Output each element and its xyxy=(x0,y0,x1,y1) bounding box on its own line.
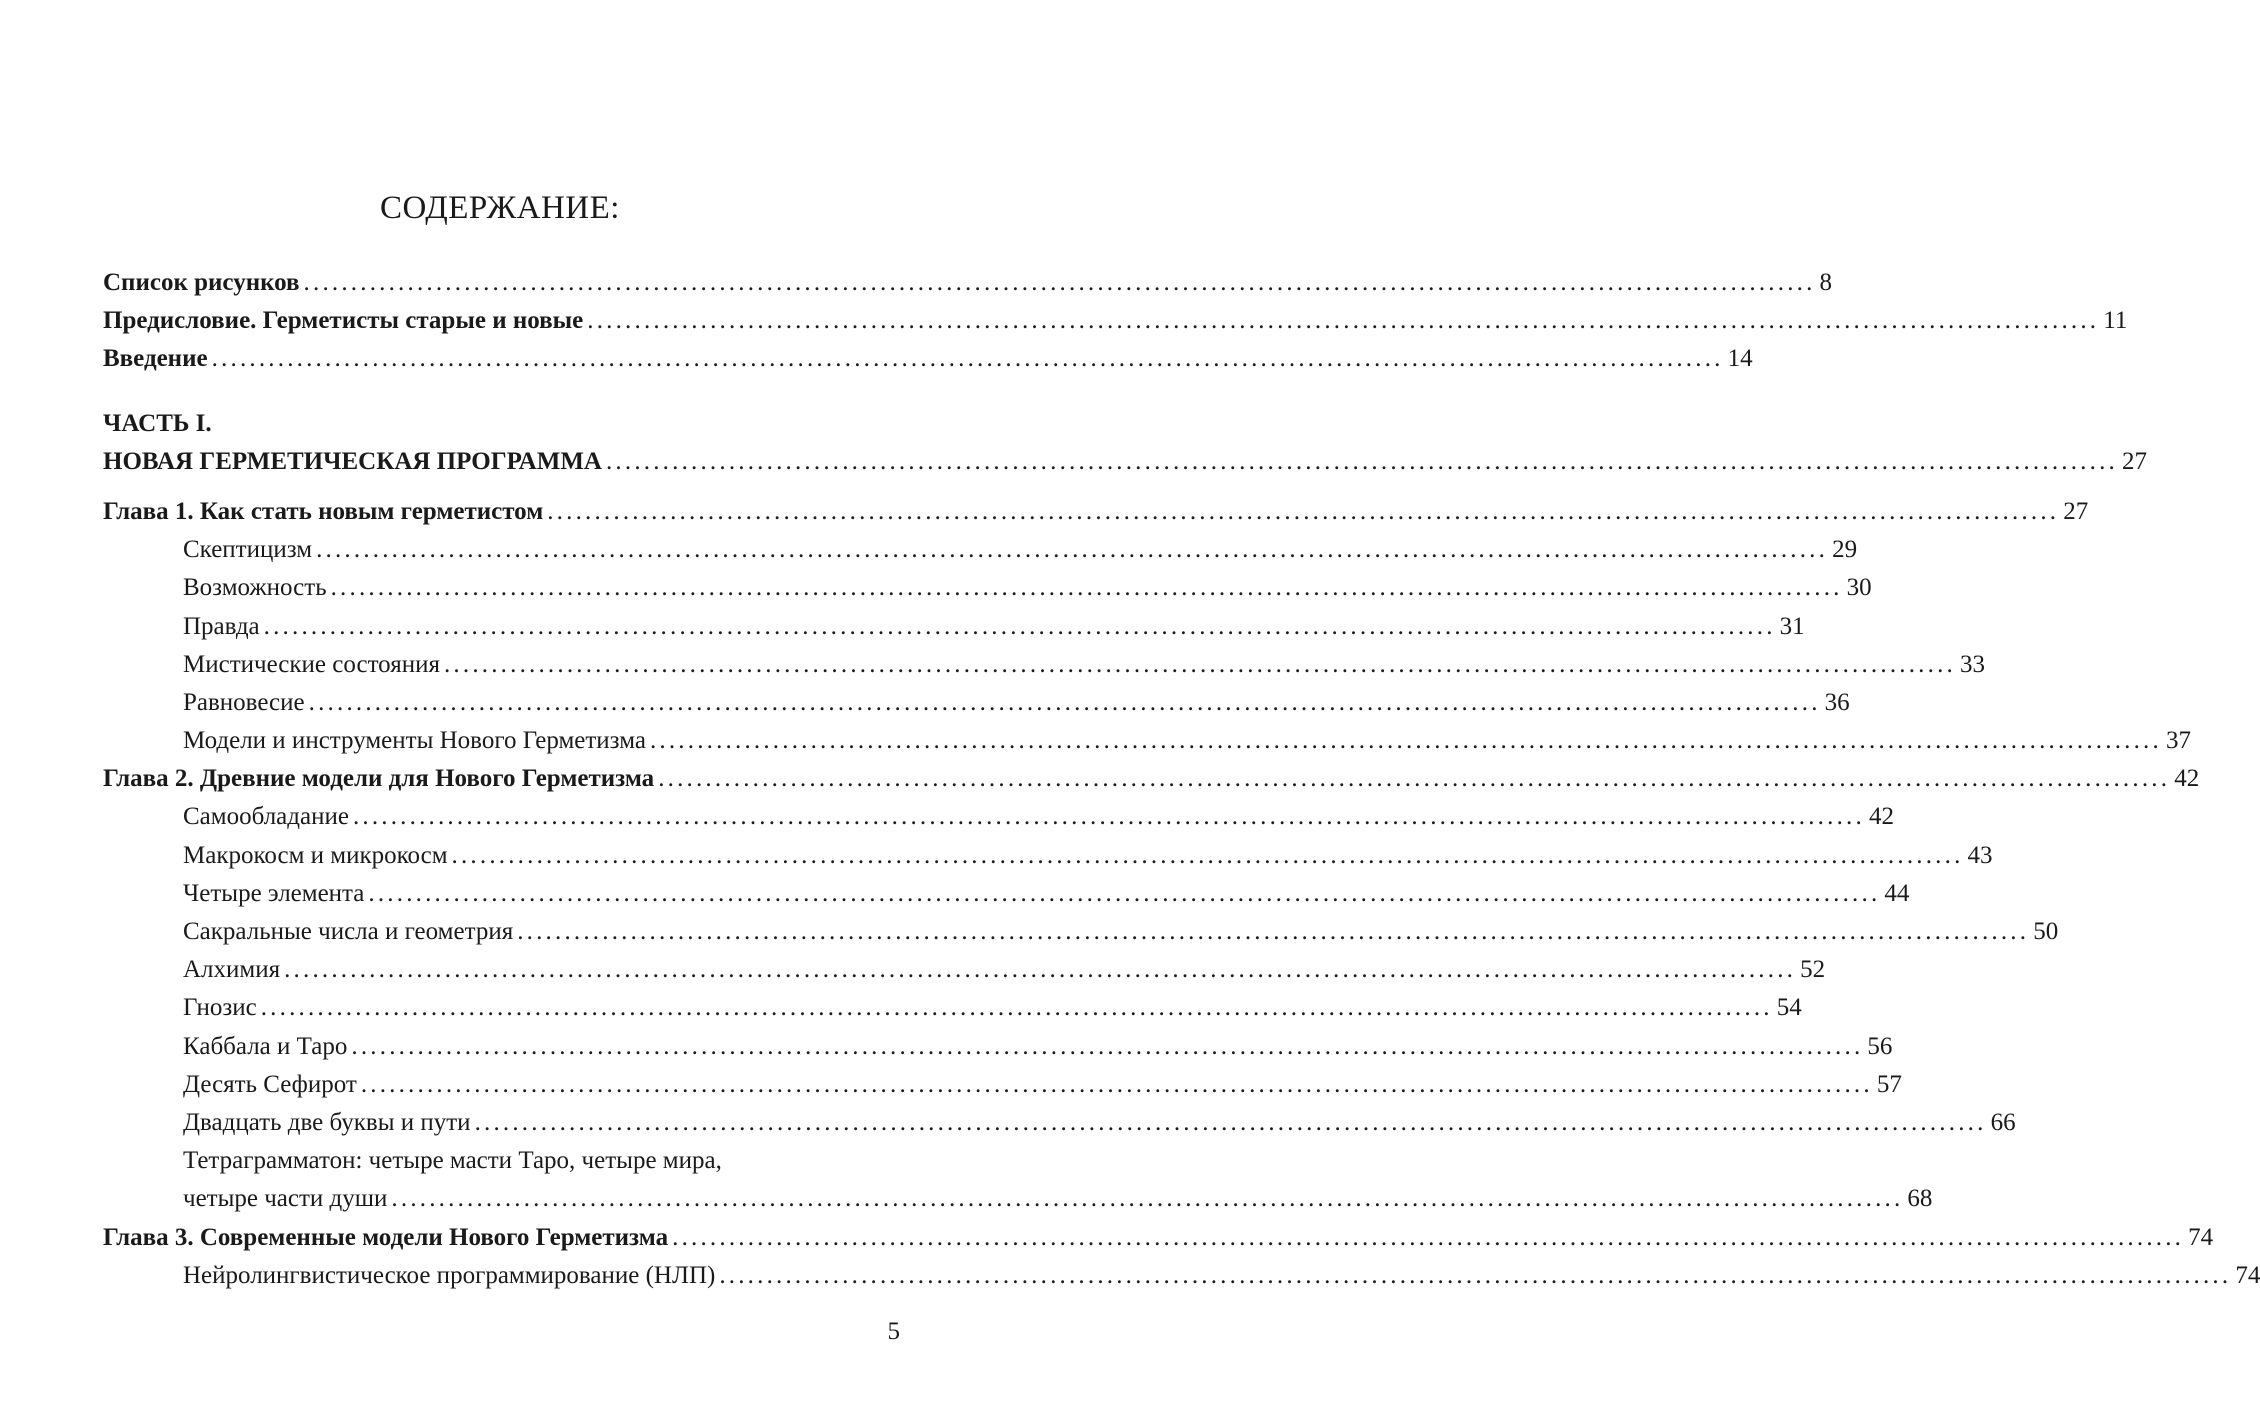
toc-entry-part-1[interactable] xyxy=(103,443,2147,481)
toc-subentry[interactable] xyxy=(103,989,1802,1027)
toc-entry-chapter-2[interactable] xyxy=(103,760,2200,798)
toc-entry-label: Десять Сефирот xyxy=(183,1070,357,1098)
dot-leader: ................................................................................................................................................................ xyxy=(605,447,2118,475)
dot-leader: ................................................................................................................................................................ xyxy=(351,1032,1864,1060)
toc-entry-page: 52 xyxy=(1800,956,1826,984)
toc-subentry-line-2[interactable] xyxy=(103,1180,1933,1218)
toc-entry-page: 54 xyxy=(1776,994,1802,1022)
dot-leader: ................................................................................................................................................................ xyxy=(474,1108,1987,1136)
page-number: 5 xyxy=(887,1318,900,1345)
dot-leader: ................................................................................................................................................................ xyxy=(263,612,1776,640)
toc-entry-label: Нейролингвистическое программирование (НЛП) xyxy=(183,1261,716,1289)
dot-leader: ................................................................................................................................................................ xyxy=(649,727,2162,755)
toc-subentry[interactable] xyxy=(103,684,1850,722)
toc-entry-label: Гнозис xyxy=(183,994,257,1022)
toc-entry-list-of-figures[interactable] xyxy=(103,264,1833,302)
toc-entry-page: 43 xyxy=(1967,841,1993,869)
toc-entry-label: Четыре элемента xyxy=(183,879,365,907)
toc-entry-page: 27 xyxy=(2063,497,2089,525)
toc-subentry[interactable] xyxy=(103,646,1985,684)
dot-leader: ................................................................................................................................................................ xyxy=(316,536,1829,564)
dot-leader: ................................................................................................................................................................ xyxy=(587,307,2100,335)
toc-subentry[interactable] xyxy=(103,1028,1893,1066)
toc-entry-label: Двадцать две буквы и пути xyxy=(183,1108,471,1136)
toc-entry-page: 37 xyxy=(2165,727,2191,755)
toc-entry-page: 74 xyxy=(2188,1223,2214,1251)
dot-leader: ................................................................................................................................................................ xyxy=(451,841,1964,869)
dot-leader: ................................................................................................................................................................ xyxy=(672,1223,2185,1251)
toc-part-heading xyxy=(103,405,900,443)
dot-leader: ................................................................................................................................................................ xyxy=(360,1070,1873,1098)
dot-leader: ................................................................................................................................................................ xyxy=(658,765,2171,793)
toc-subentry[interactable] xyxy=(103,608,1805,646)
toc-entry-label: Возможность xyxy=(183,574,327,602)
toc-entry-label: Предисловие. Герметисты старые и новые xyxy=(103,307,584,335)
dot-leader: ................................................................................................................................................................ xyxy=(443,650,1956,678)
toc-entry-label: Равновесие xyxy=(183,688,305,716)
page-title: СОДЕРЖАНИЕ: xyxy=(380,190,620,227)
toc-entry-page: 27 xyxy=(2121,447,2147,475)
toc-entry-label: Каббала и Таро xyxy=(183,1032,348,1060)
dot-leader: ................................................................................................................................................................ xyxy=(547,497,2060,525)
toc-subentry[interactable] xyxy=(103,1066,1902,1104)
toc-entry-label: Скептицизм xyxy=(183,536,313,564)
toc-subentry[interactable] xyxy=(103,722,2191,760)
toc-subentry[interactable] xyxy=(103,798,1894,836)
toc-entry-page: 33 xyxy=(1959,650,1985,678)
toc-subentry[interactable] xyxy=(103,1104,2016,1142)
table-of-contents xyxy=(103,264,2260,1295)
toc-entry-page: 66 xyxy=(1990,1108,2016,1136)
toc-subentry[interactable] xyxy=(103,913,2059,951)
dot-leader: ................................................................................................................................................................ xyxy=(211,345,1724,373)
toc-entry-page: 30 xyxy=(1846,574,1872,602)
dot-leader: ................................................................................................................................................................ xyxy=(260,994,1773,1022)
toc-entry-label: НОВАЯ ГЕРМЕТИЧЕСКАЯ ПРОГРАММА xyxy=(103,447,602,475)
toc-entry-label: Глава 1. Как стать новым герметистом xyxy=(103,497,544,525)
dot-leader: ................................................................................................................................................................ xyxy=(719,1261,2232,1289)
toc-entry-label: Правда xyxy=(183,612,260,640)
toc-entry-label: Мистические состояния xyxy=(183,650,440,678)
toc-entry-page: 31 xyxy=(1779,612,1805,640)
toc-entry-page: 56 xyxy=(1867,1032,1893,1060)
toc-entry-page: 14 xyxy=(1727,345,1753,373)
toc-entry-page: 29 xyxy=(1832,536,1858,564)
toc-subentry[interactable] xyxy=(103,1257,2260,1295)
dot-leader: ................................................................................................................................................................ xyxy=(330,574,1843,602)
dot-leader: ................................................................................................................................................................ xyxy=(303,269,1816,296)
toc-entry-page: 57 xyxy=(1876,1070,1902,1098)
dot-leader: ................................................................................................................................................................ xyxy=(517,918,2030,945)
toc-subentry[interactable] xyxy=(103,569,1872,607)
toc-entry-chapter-3[interactable] xyxy=(103,1219,2214,1257)
dot-leader: ................................................................................................................................................................ xyxy=(368,879,1881,907)
toc-entry-page: 68 xyxy=(1907,1185,1933,1213)
toc-subentry[interactable] xyxy=(103,837,1993,875)
toc-entry-page: 42 xyxy=(1868,803,1894,831)
toc-subentry[interactable] xyxy=(103,875,1910,913)
toc-entry-label: Макрокосм и микрокосм xyxy=(183,841,448,869)
toc-entry-label: Сакральные числа и геометрия xyxy=(183,918,514,945)
dot-leader: ................................................................................................................................................................ xyxy=(391,1185,1904,1213)
toc-entry-preface[interactable] xyxy=(103,302,2128,340)
toc-entry-label: четыре части души xyxy=(183,1185,388,1213)
toc-entry-label: Список рисунков xyxy=(103,269,300,296)
toc-entry-label: Глава 2. Древние модели для Нового Герметизма xyxy=(103,765,655,793)
toc-entry-label: Тетраграмматон: четыре масти Таро, четыре мира, xyxy=(183,1147,722,1175)
toc-entry-page: 42 xyxy=(2174,765,2200,793)
toc-entry-page: 11 xyxy=(2103,307,2128,335)
toc-entry-page: 36 xyxy=(1824,688,1850,716)
toc-entry-chapter-1[interactable] xyxy=(103,493,2089,531)
toc-entry-page: 74 xyxy=(2235,1261,2260,1289)
toc-subentry[interactable] xyxy=(103,531,1858,569)
toc-entry-label: Алхимия xyxy=(183,956,281,984)
toc-entry-page: 8 xyxy=(1819,269,1833,296)
dot-leader: ................................................................................................................................................................ xyxy=(308,688,1821,716)
toc-entry-introduction[interactable] xyxy=(103,340,1753,378)
toc-entry-page: 50 xyxy=(2033,918,2059,945)
dot-leader: ................................................................................................................................................................ xyxy=(284,956,1797,984)
toc-entry-label: Модели и инструменты Нового Герметизма xyxy=(183,727,646,755)
toc-subentry[interactable] xyxy=(103,951,1826,989)
toc-entry-label: ЧАСТЬ I. xyxy=(103,409,212,437)
toc-entry-label: Глава 3. Современные модели Нового Герметизма xyxy=(103,1223,669,1251)
dot-leader: ................................................................................................................................................................ xyxy=(352,803,1865,831)
toc-entry-page: 44 xyxy=(1884,879,1910,907)
toc-entry-label: Самообладание xyxy=(183,803,349,831)
toc-subentry-line-1[interactable] xyxy=(103,1142,900,1180)
toc-entry-label: Введение xyxy=(103,345,208,373)
